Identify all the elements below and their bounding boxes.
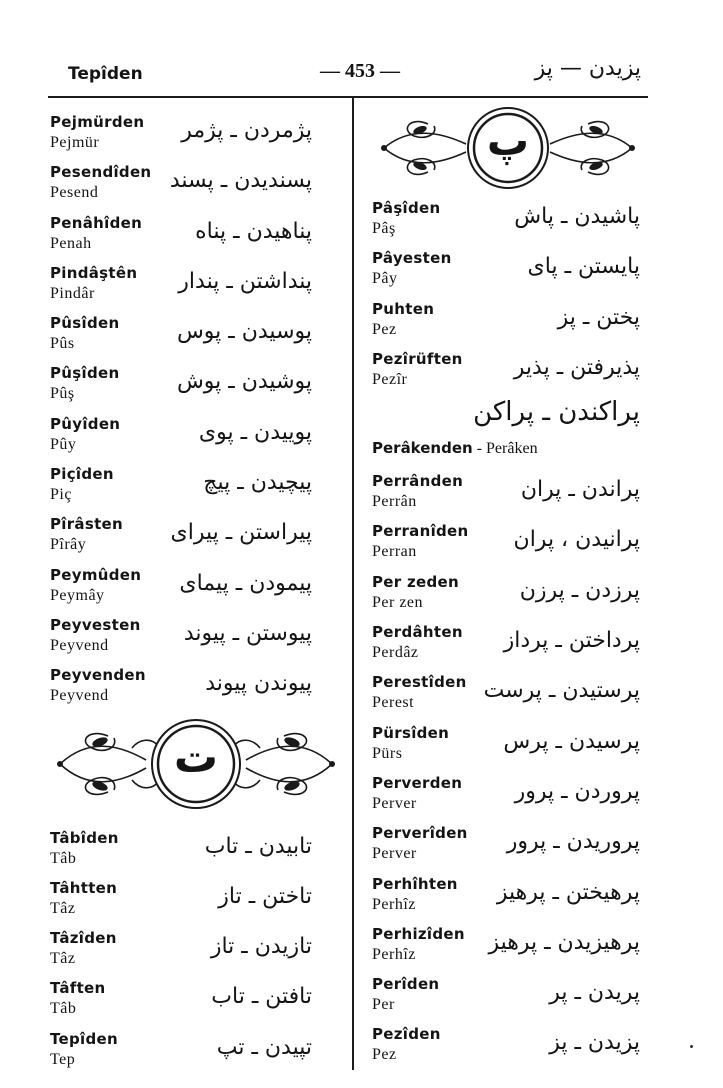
- root-form: Tep: [50, 1050, 76, 1068]
- left-entries-top: [48, 104, 344, 708]
- arabic-forms: پروریدن ـ پرور: [506, 829, 640, 855]
- root-form: Peyvend: [50, 636, 109, 654]
- dictionary-entry: [48, 970, 344, 1020]
- root-form: Perver: [372, 794, 417, 812]
- dictionary-entry: [48, 406, 344, 456]
- ornament-pe: [370, 104, 646, 190]
- headword: Pejmürden: [50, 113, 145, 131]
- headword: Pezîden: [372, 1025, 441, 1044]
- headword: Perrânden: [372, 472, 464, 491]
- headword: Peyvenden: [50, 666, 146, 685]
- root-form: Pindâr: [50, 284, 95, 302]
- arabic-forms: پرهیزیدن ـ پرهیز: [488, 929, 640, 955]
- headword: Perhîhten: [372, 874, 458, 893]
- headword: Perverden: [372, 773, 463, 792]
- headword: Perestîden: [372, 673, 467, 692]
- left-column: [48, 104, 344, 1071]
- root-form: Pez: [372, 1046, 397, 1064]
- dictionary-entry: [48, 870, 344, 920]
- root-form: Perhîz: [372, 895, 416, 913]
- dictionary-entry: [370, 513, 646, 563]
- arabic-forms: پختن ـ پز: [557, 304, 640, 330]
- dictionary-entry: [48, 557, 344, 607]
- dictionary-entry: [370, 291, 646, 341]
- arabic-forms: پسندیدن ـ پسند: [169, 168, 312, 194]
- dictionary-entry: [370, 1016, 646, 1066]
- dictionary-entry: [48, 305, 344, 355]
- running-head-left: Tepîden: [68, 64, 143, 84]
- headword: Tâbîden: [50, 828, 119, 847]
- dictionary-entry: [370, 463, 646, 513]
- arabic-forms: پناهیدن ـ پناه: [195, 218, 312, 244]
- arabic-forms: پرهیختن ـ پرهیز: [496, 879, 640, 905]
- root-form: Tâz: [50, 899, 76, 917]
- root-form: Tâb: [50, 1000, 77, 1018]
- arabic-forms: پیچیدن ـ پیچ: [203, 470, 312, 496]
- running-head-right: پزیدن — پز: [534, 56, 641, 81]
- left-entries-bottom: [48, 820, 344, 1071]
- arabic-forms: پذیرفتن ـ پذیر: [513, 354, 640, 380]
- root-form: Tâb: [50, 849, 77, 867]
- root-form: Pürs: [372, 744, 403, 762]
- headword: Perîden: [372, 975, 440, 994]
- root-form: Pesend: [50, 184, 99, 202]
- arabic-forms: پنداشتن ـ پندار: [178, 268, 312, 294]
- headword: Penâhîden: [50, 213, 143, 232]
- right-column: [370, 104, 646, 1067]
- arabic-forms: تافتن ـ تاب: [211, 984, 312, 1010]
- arabic-forms: پایستن ـ پای: [527, 254, 640, 280]
- root-form: Perrân: [372, 493, 417, 511]
- single-line-text: [372, 439, 538, 458]
- root-form: Penah: [50, 234, 92, 252]
- headword: Tâften: [50, 979, 106, 998]
- dictionary-entry: [48, 154, 344, 204]
- root-form: Peyvend: [50, 687, 109, 705]
- headword: Perhizîden: [372, 924, 465, 943]
- headword: Tâzîden: [50, 929, 117, 948]
- arabic-forms: پیمودن ـ پیمای: [179, 570, 312, 596]
- dictionary-entry: [48, 456, 344, 506]
- right-entries-b: [370, 463, 646, 1067]
- arabic-forms: تاختن ـ تاز: [218, 883, 312, 909]
- headword: Tepîden: [50, 1029, 118, 1048]
- root-form: Perver: [372, 845, 417, 863]
- root-form: Pejmür: [50, 134, 100, 151]
- headword: Pezîrüften: [372, 349, 463, 368]
- dictionary-entry: [370, 190, 646, 240]
- dictionary-entry: [48, 607, 344, 657]
- arabic-forms: پراندن ـ پران: [520, 477, 640, 503]
- page-number: — 453 —: [320, 60, 400, 82]
- dictionary-entry: [48, 355, 344, 405]
- headword: Puhten: [372, 299, 435, 318]
- arabic-forms: پریدن ـ پر: [549, 980, 640, 1006]
- root-form: Pây: [372, 270, 398, 288]
- arabic-forms: پوسیدن ـ پوس: [176, 319, 312, 345]
- headword: Peymûden: [50, 565, 142, 584]
- dictionary-entry: [48, 506, 344, 556]
- dictionary-entry: [370, 564, 646, 614]
- dictionary-entry: [370, 240, 646, 290]
- headword: Pürsîden: [372, 723, 450, 742]
- arabic-forms: پرسیدن ـ پرس: [503, 728, 640, 754]
- right-entries-a: [370, 190, 646, 391]
- separator: -: [472, 440, 487, 458]
- headword: Pindâştên: [50, 263, 138, 282]
- header-rule: [48, 96, 648, 98]
- root-form: Tâz: [50, 950, 76, 968]
- headword: Pesendîden: [50, 163, 152, 182]
- arabic-forms: پاشیدن ـ پاش: [514, 204, 640, 229]
- dictionary-entry: [48, 205, 344, 255]
- dictionary-entry: [370, 614, 646, 664]
- root-form: Pûs: [50, 335, 75, 353]
- headword: Piçîden: [50, 465, 114, 484]
- root-form: Perdâz: [372, 644, 419, 662]
- dictionary-entry: [370, 916, 646, 966]
- headword: Perdâhten: [372, 623, 463, 642]
- root-form: Pîrây: [50, 536, 87, 554]
- arabic-forms: پروردن ـ پرور: [514, 778, 640, 804]
- dictionary-entry: [370, 815, 646, 865]
- arabic-forms: تازیدن ـ تاز: [210, 934, 312, 960]
- root-form: Pez: [372, 320, 397, 338]
- root-form: Pâş: [372, 220, 396, 237]
- arabic-forms: پرزدن ـ پرزن: [519, 577, 640, 603]
- headword: Peyvesten: [50, 615, 141, 634]
- dictionary-entry: [370, 765, 646, 815]
- dictionary-entry: [370, 664, 646, 714]
- dictionary-entry: [48, 820, 344, 870]
- root-form: Perhîz: [372, 945, 416, 963]
- headword: Perranîden: [372, 522, 469, 541]
- margin-dot: [690, 1045, 693, 1048]
- root-form: Perest: [372, 694, 415, 712]
- headword: Pîrâsten: [50, 515, 124, 534]
- headword: Pûyîden: [50, 414, 121, 433]
- dictionary-entry: [48, 104, 344, 154]
- dictionary-entry: [48, 657, 344, 707]
- ornament-letter-pe: پ: [486, 116, 530, 165]
- extra-arabic-line: [370, 391, 646, 435]
- arabic-forms: پراکندن ـ پراکن: [473, 397, 640, 428]
- arabic-forms: پزیدن ـ پز: [549, 1030, 640, 1056]
- root: Perâken: [486, 440, 538, 458]
- column-divider: [352, 98, 354, 1070]
- headword: Perâkenden: [372, 439, 473, 458]
- headword: Perverîden: [372, 824, 468, 843]
- root-form: Pûş: [50, 385, 75, 403]
- arabic-forms: پوییدن ـ پوی: [198, 419, 312, 445]
- root-form: Perran: [372, 543, 417, 561]
- dictionary-entry: [370, 715, 646, 765]
- headword: Pûşîden: [50, 364, 120, 383]
- arabic-forms: تپیدن ـ تپ: [216, 1034, 312, 1060]
- root-form: Peymây: [50, 586, 105, 604]
- dictionary-entry: [370, 341, 646, 391]
- dictionary-entry: [48, 920, 344, 970]
- arabic-forms: پیوندن پیوند: [205, 671, 312, 697]
- root-form: Pûy: [50, 435, 77, 453]
- arabic-forms: تابیدن ـ تاب: [204, 833, 312, 859]
- headword: Pûsîden: [50, 314, 120, 333]
- root-form: Piç: [50, 486, 72, 504]
- dictionary-entry: [48, 255, 344, 305]
- headword: Tâhtten: [50, 878, 118, 897]
- headword: Pâyesten: [372, 249, 452, 268]
- arabic-forms: پیوستن ـ پیوند: [183, 620, 312, 646]
- root-form: Per: [372, 996, 395, 1014]
- dictionary-entry: [370, 966, 646, 1016]
- dictionary-entry: [48, 1021, 344, 1071]
- arabic-forms: پرانیدن ، پران: [513, 527, 640, 553]
- ornament-ta: [48, 708, 344, 820]
- headword: Per zeden: [372, 572, 459, 591]
- single-line-entry: [370, 435, 646, 463]
- root-form: Per zen: [372, 593, 424, 611]
- arabic-forms: پوشیدن ـ پوش: [176, 369, 312, 395]
- ornament-letter-ta: ت: [173, 731, 219, 783]
- root-form: Pezîr: [372, 370, 408, 388]
- arabic-forms: پرداختن ـ پرداز: [503, 628, 640, 654]
- arabic-forms: پرستیدن ـ پرست: [483, 678, 640, 704]
- arabic-forms: پیراستن ـ پیرای: [170, 520, 312, 546]
- arabic-forms: پژمردن ـ پژمر: [181, 118, 312, 143]
- headword: Pâşîden: [372, 199, 441, 217]
- dictionary-entry: [370, 866, 646, 916]
